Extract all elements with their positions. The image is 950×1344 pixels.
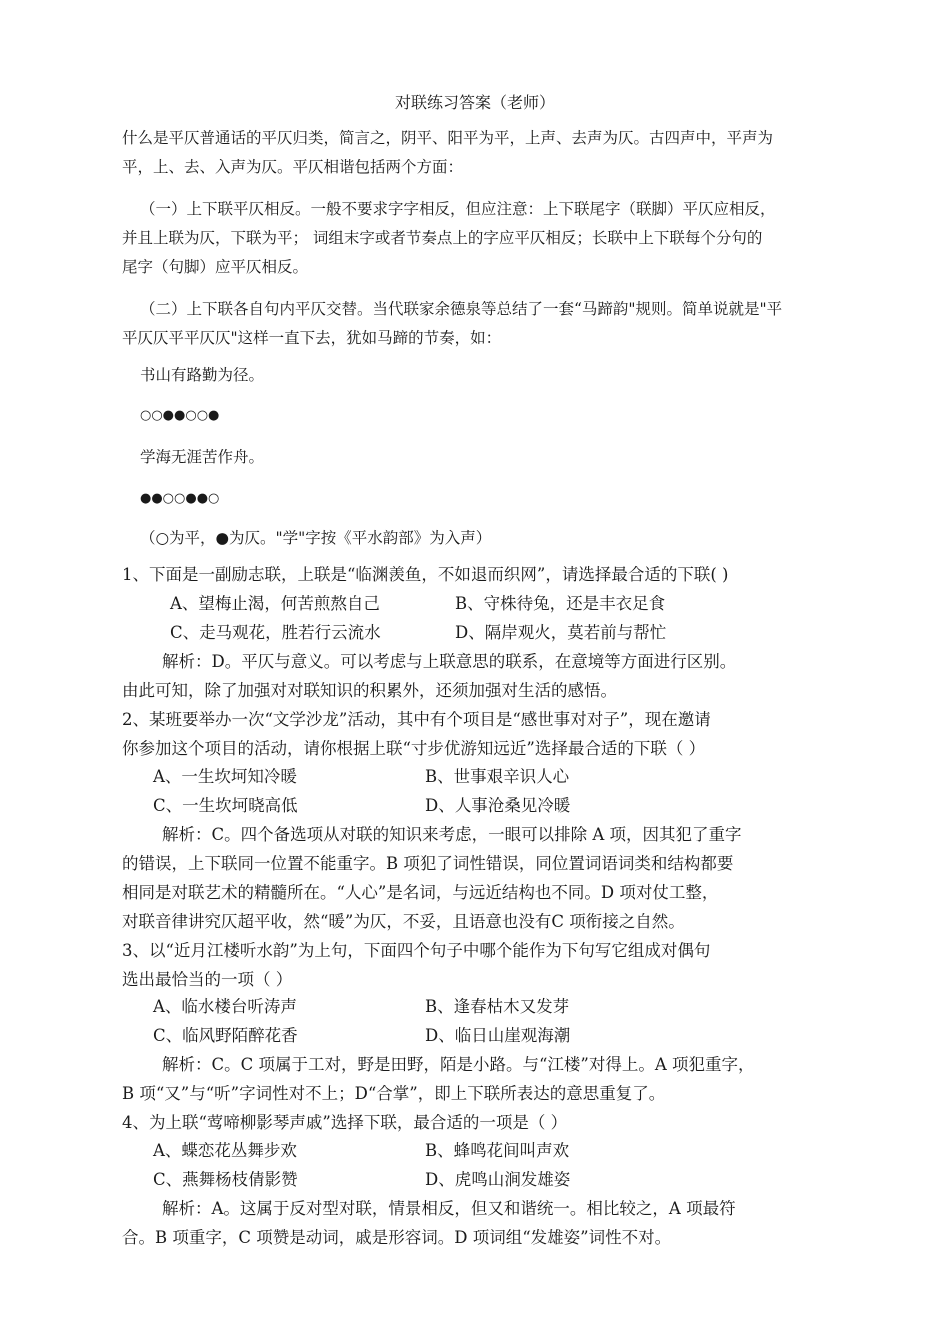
analysis-line: 解析：A。这属于反对型对联，情景相反，但又和谐统一。相比较之，A 项最符	[162, 1199, 736, 1218]
point-one-line: 尾字（句脚）应平仄相反。	[122, 258, 309, 276]
q1-analysis	[122, 647, 834, 705]
analysis-line: 解析：C。C 项属于工对，野是田野，陌是小路。与“江楼”对得上。A 项犯重字，	[162, 1055, 755, 1074]
q1-option-b: B、守株待兔，还是丰衣足食	[455, 594, 666, 613]
point-two-line: （二）上下联各自句内平仄交替。当代联家余德泉等总结了一套“马蹄韵"规则。简单说就是"平	[140, 300, 783, 318]
q3-analysis	[122, 1050, 834, 1108]
question-3	[122, 936, 834, 994]
analysis-line: 解析：C。四个备选项从对联的知识来考虑，一眼可以排除 A 项，因其犯了重字	[162, 825, 742, 844]
analysis-line: B 项“又”与“听”字词性对不上；D“合掌”，即上下联所表达的意思重复了。	[122, 1084, 666, 1103]
q1-option-a: A、望梅止渴，何苦煎熬自己	[170, 594, 380, 613]
point-two-line: 平仄仄平平仄仄"这样一直下去，犹如马蹄的节奏，如：	[122, 329, 502, 347]
intro-paragraph	[122, 124, 832, 182]
analysis-line: 相同是对联艺术的精髓所在。“人心”是名词，与远近结构也不同。D 项对仗工整，	[122, 883, 719, 902]
tone-pattern-2: ●●○○●●○	[140, 491, 220, 506]
point-one-paragraph	[122, 195, 832, 282]
question-4-stem: 4、为上联“莺啼柳影琴声戚”选择下联，最合适的一项是（ ）	[122, 1113, 568, 1132]
q2-analysis	[122, 820, 834, 936]
tone-pattern-1: ○○●●○○●	[140, 408, 220, 423]
q4-analysis	[122, 1194, 834, 1252]
question-2-stem: 你参加这个项目的活动，请你根据上联“寸步优游知远近”选择最合适的下联（ ）	[122, 739, 706, 758]
q4-option-a: A、蝶恋花丛舞步欢	[153, 1141, 297, 1160]
tone-legend-note: （○为平，●为仄。"学"字按《平水韵部》为入声）	[140, 529, 492, 547]
question-1-stem: 1、下面是一副励志联，上联是“临渊羡鱼，不如退而织网”，请选择最合适的下联( )	[122, 565, 729, 584]
q3-option-a: A、临水楼台听涛声	[153, 997, 297, 1016]
question-1	[122, 560, 834, 589]
q3-option-b: B、逢春枯木又发芽	[425, 997, 570, 1016]
q3-option-c: C、临风野陌醉花香	[153, 1026, 298, 1045]
question-2-stem: 2、某班要举办一次“文学沙龙”活动，其中有个项目是“感世事对对子”，现在邀请	[122, 710, 711, 729]
q2-option-b: B、世事艰辛识人心	[425, 767, 570, 786]
q2-option-a: A、一生坎坷知冷暖	[153, 767, 297, 786]
question-3-stem: 3、以“近月江楼听水韵”为上句，下面四个句子中哪个能作为下句写它组成对偶句	[122, 941, 711, 960]
example-line-1: 书山有路勤为径。	[140, 366, 265, 384]
q4-option-c: C、燕舞杨枝倩影赞	[153, 1170, 298, 1189]
q4-option-d: D、虎鸣山涧发雄姿	[425, 1170, 571, 1189]
q4-option-b: B、蜂鸣花间叫声欢	[425, 1141, 570, 1160]
q1-option-d: D、隔岸观火，莫若前与帮忙	[455, 623, 667, 642]
intro-line: 平，上、去、入声为仄。平仄相谐包括两个方面：	[122, 158, 464, 176]
point-one-line: 并且上联为仄，下联为平； 词组末字或者节奏点上的字应平仄相反；长联中上下联每个分句的	[122, 229, 763, 247]
q1-option-c: C、走马观花，胜若行云流水	[170, 623, 381, 642]
q2-option-c: C、一生坎坷晓高低	[153, 796, 298, 815]
analysis-line: 解析：D。平仄与意义。可以考虑与上联意思的联系，在意境等方面进行区别。	[162, 652, 737, 671]
q3-option-d: D、临日山崖观海潮	[425, 1026, 571, 1045]
question-2	[122, 705, 834, 763]
analysis-line: 的错误，上下联同一位置不能重字。B 项犯了词性错误，同位置词语词类和结构都要	[122, 854, 734, 873]
analysis-line: 合。B 项重字，C 项赞是动词，戚是形容词。D 项词组“发雄姿”词性不对。	[122, 1228, 672, 1247]
analysis-line: 由此可知，除了加强对对联知识的积累外，还须加强对生活的感悟。	[122, 681, 617, 700]
question-3-stem: 选出最恰当的一项（ ）	[122, 970, 293, 989]
question-4	[122, 1108, 834, 1137]
example-line-2: 学海无涯苦作舟。	[140, 448, 265, 466]
document-title: 对联练习答案（老师）	[394, 93, 555, 112]
analysis-line: 对联音律讲究仄超平收，然“暖”为仄，不妥，且语意也没有C 项衔接之自然。	[122, 912, 685, 931]
intro-line: 什么是平仄普通话的平仄归类，简言之，阴平、阳平为平，上声、去声为仄。古四声中，平声为	[122, 129, 774, 147]
point-two-paragraph	[122, 295, 832, 353]
point-one-line: （一）上下联平仄相反。一般不要求字字相反，但应注意：上下联尾字（联脚）平仄应相反，	[140, 200, 776, 218]
q2-option-d: D、人事沧桑见冷暖	[425, 796, 571, 815]
